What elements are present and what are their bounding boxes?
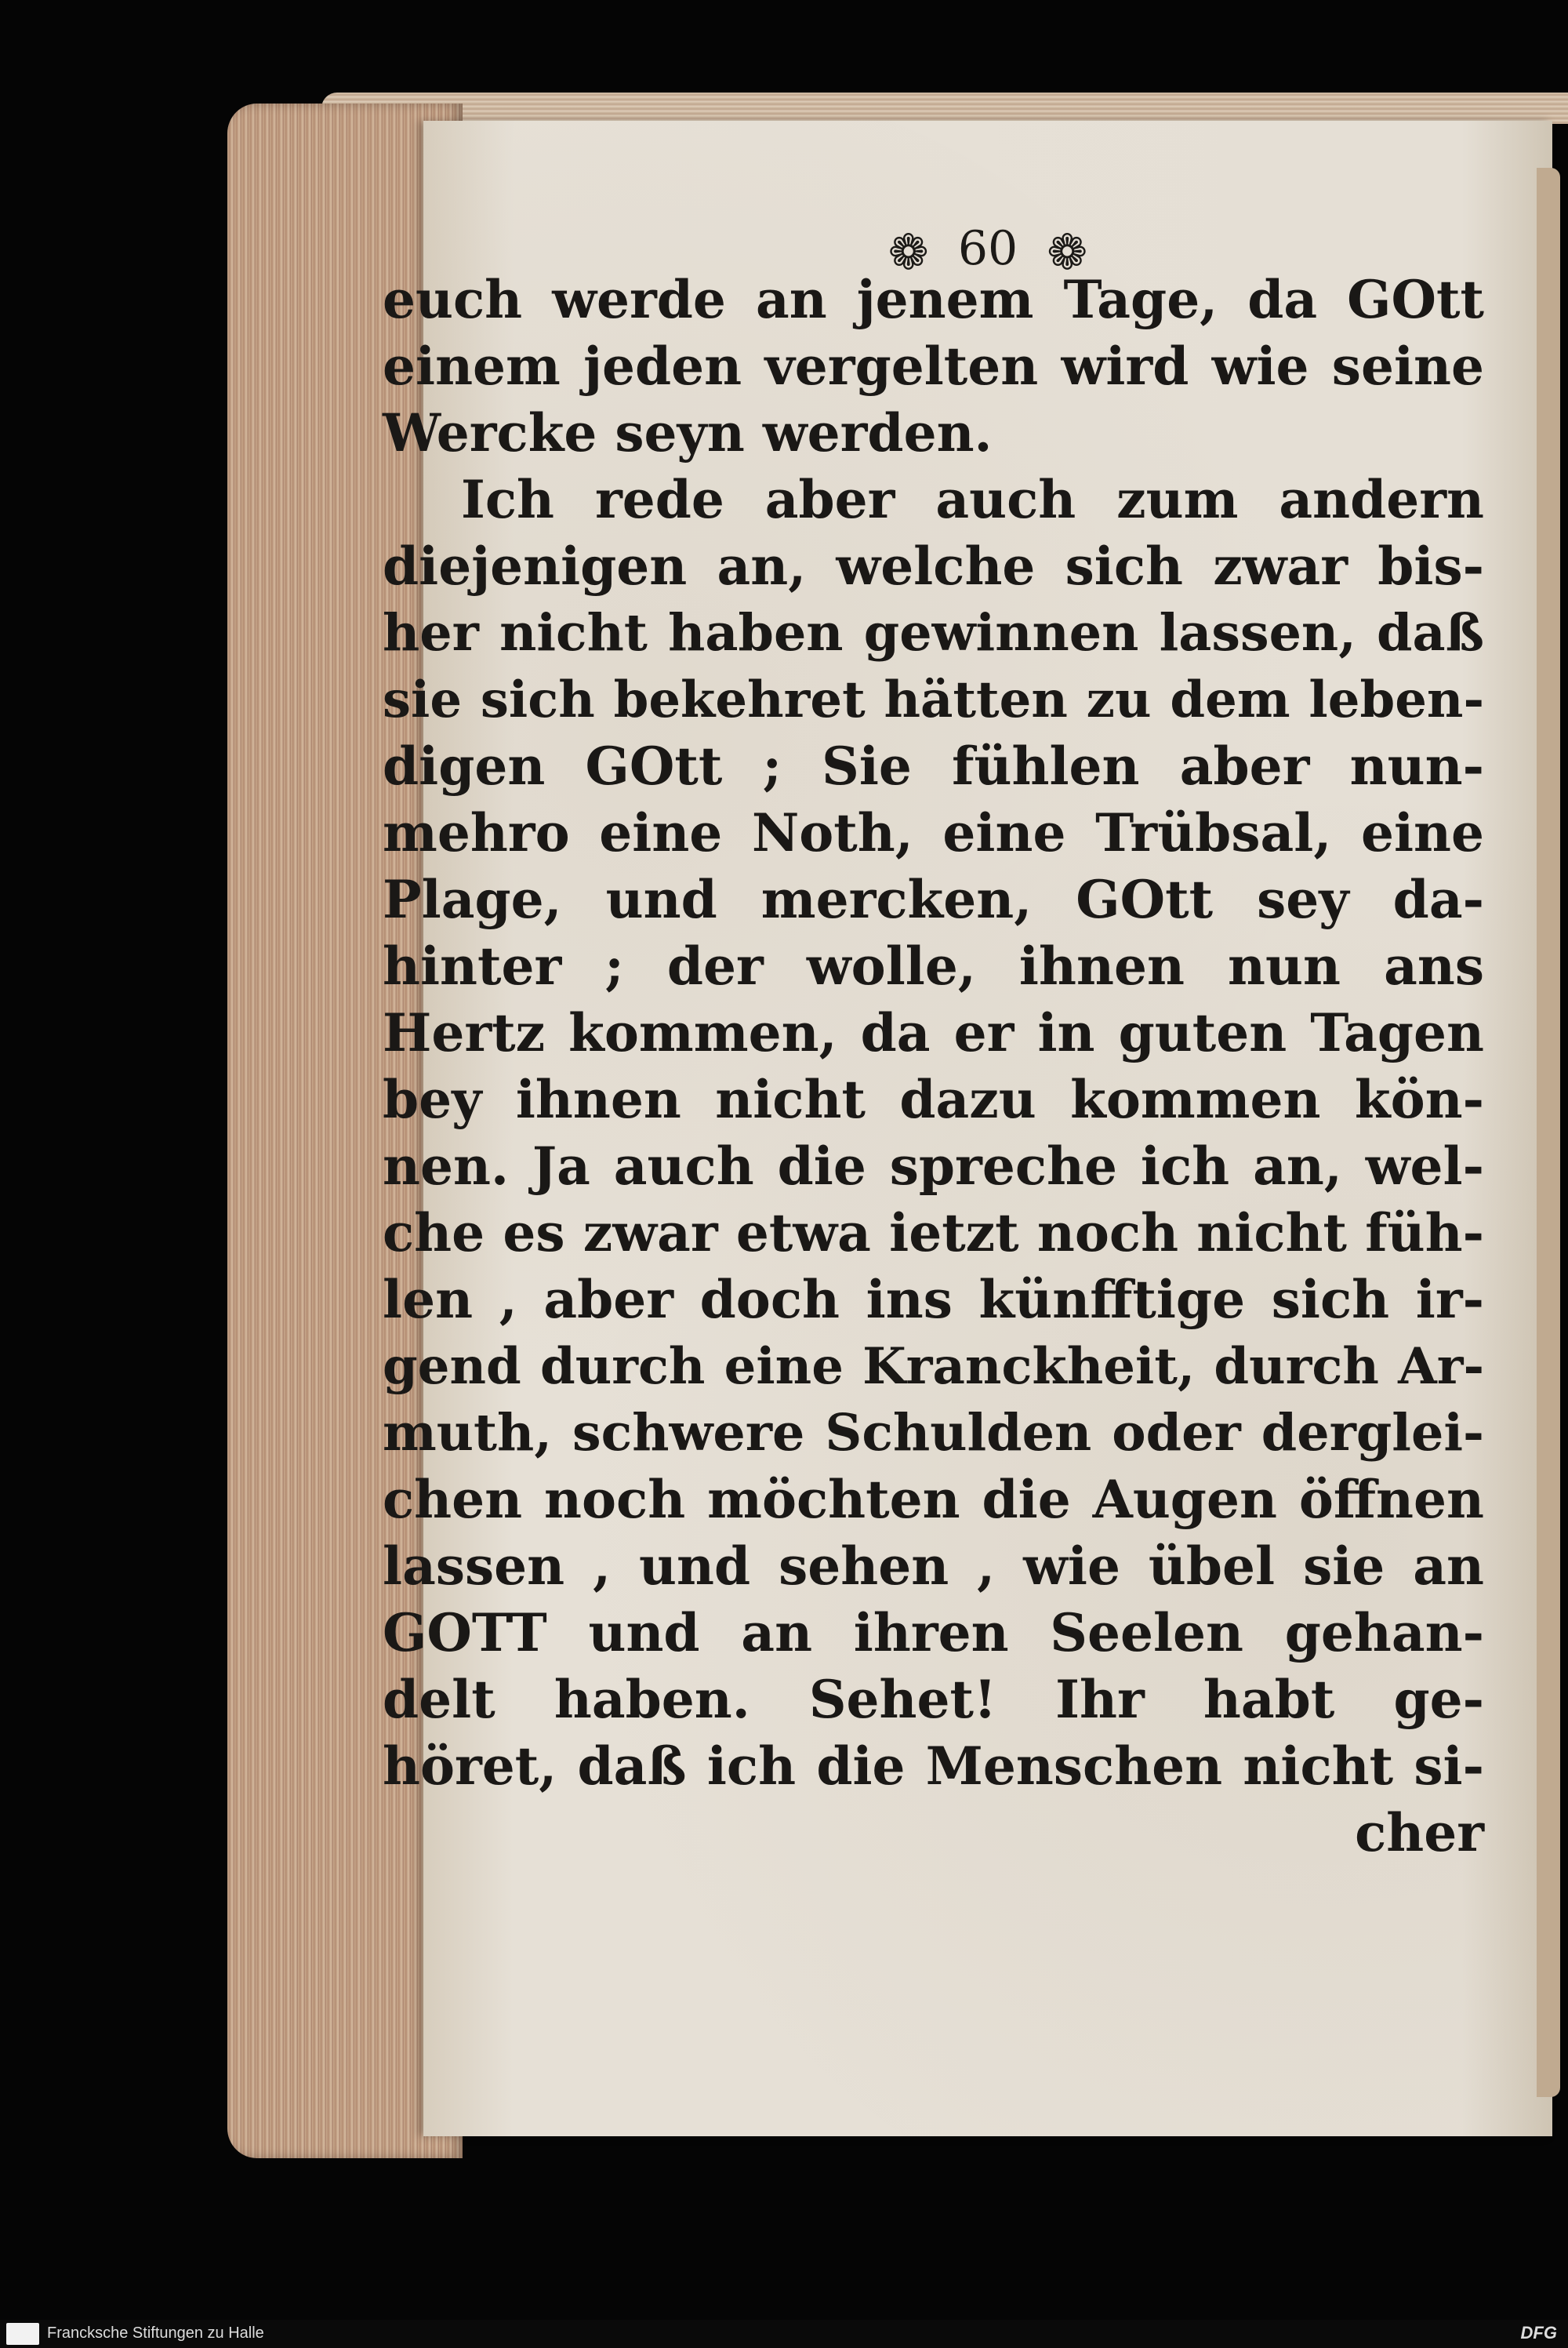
text-line: muth, schwere Schulden oder derglei-: [383, 1403, 1484, 1463]
text-line: nen. Ja auch die spreche ich an, wel-: [383, 1136, 1484, 1197]
text-line: hinter ; der wolle, ihnen nun ans: [383, 936, 1484, 997]
institution-label: Francksche Stiftungen zu Halle: [47, 2324, 264, 2342]
text-line: digen GOtt ; Sie fühlen aber nun-: [383, 736, 1484, 797]
text-line: mehro eine Noth, eine Trübsal, eine: [383, 802, 1484, 863]
text-line: sie sich bekehret hätten zu dem leben-: [383, 671, 1484, 729]
catchword: cher: [1355, 1802, 1484, 1863]
text-line: diejenigen an, welche sich zwar bis-: [383, 536, 1484, 597]
ornament-left-icon: ❁: [887, 223, 929, 281]
text-line: bey ihnen nicht dazu kommen kön-: [383, 1069, 1484, 1130]
text-line: einem jeden vergelten wird wie seine: [383, 336, 1484, 397]
ornament-right-icon: ❁: [1047, 223, 1088, 281]
text-line: len , aber doch ins künfftige sich ir-: [383, 1269, 1484, 1330]
text-line: Plage, und mercken, GOtt sey da-: [383, 869, 1484, 930]
institution-logo-icon: [6, 2323, 39, 2345]
text-line: euch werde an jenem Tage, da GOtt: [383, 269, 1484, 330]
text-line: chen noch möchten die Augen öffnen: [383, 1469, 1484, 1530]
text-line: Ich rede aber auch zum andern: [461, 469, 1484, 530]
text-line: höret, daß ich die Menschen nicht si-: [383, 1736, 1484, 1797]
text-line: her nicht haben gewinnen lassen, daß: [383, 603, 1484, 663]
text-line: lassen , und sehen , wie übel sie an: [383, 1536, 1484, 1597]
book-top-edge: [321, 93, 1568, 124]
page-gutter: [1537, 168, 1560, 2097]
text-line: delt haben. Sehet! Ihr habt ge-: [383, 1669, 1484, 1730]
text-line: GOTT und an ihren Seelen gehan-: [383, 1602, 1484, 1663]
text-line: gend durch eine Kranckheit, durch Ar-: [383, 1337, 1484, 1396]
text-line: che es zwar etwa ietzt noch nicht füh-: [383, 1202, 1484, 1263]
body-text: [383, 267, 1484, 1866]
page-number: 60: [957, 221, 1018, 276]
footer-bar: [0, 2320, 1568, 2348]
text-line: Wercke seyn werden.: [383, 402, 993, 463]
dfg-logo: DFG: [1520, 2323, 1557, 2343]
text-line: Hertz kommen, da er in guten Tagen: [383, 1002, 1484, 1063]
